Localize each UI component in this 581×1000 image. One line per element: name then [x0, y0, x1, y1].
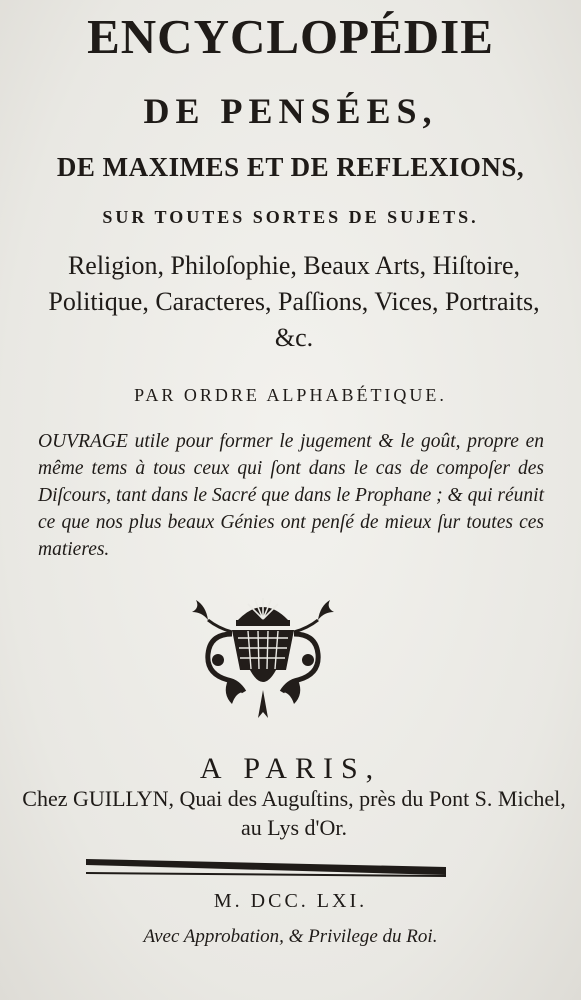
city-line: A PARIS, — [199, 752, 382, 785]
alphabetical-order-note: PAR ORDRE ALPHABÉTIQUE. — [134, 385, 447, 405]
approbation-line: Avec Approbation, & Privilege du Roi. — [143, 926, 438, 947]
printer-ornament-icon — [188, 594, 338, 722]
topics-list: Religion, Philoſophie, Beaux Arts, Hiſtoire, Politique, Caracteres, Paſſions, Vices, Portraits, &c. — [48, 251, 540, 352]
subtitle-maximes: DE MAXIMES ET DE REFLEXIONS, — [56, 152, 525, 182]
work-description: OUVRAGE utile pour former le jugement & le goût, propre en même tems à tous ceux qui ſont dans le cas de compoſer des Diſcours, tant dans le Sacré que dans le Prophane ; & qui réunit ce que nos plus beaux Génies ont penſé de mieux ſur toutes ces matieres. — [38, 431, 544, 560]
publisher-line: Chez GUILLYN, Quai des Auguſtins, près du Pont S. Michel, au Lys d'Or. — [22, 786, 566, 840]
publication-date: M. DCC. LXI. — [213, 890, 368, 912]
book-title: ENCYCLOPÉDIE — [87, 9, 494, 64]
decorative-rule — [86, 855, 446, 879]
subtitle-sujets: SUR TOUTES SORTES DE SUJETS. — [102, 207, 479, 227]
book-subtitle: DE PENSÉES, — [143, 91, 438, 131]
